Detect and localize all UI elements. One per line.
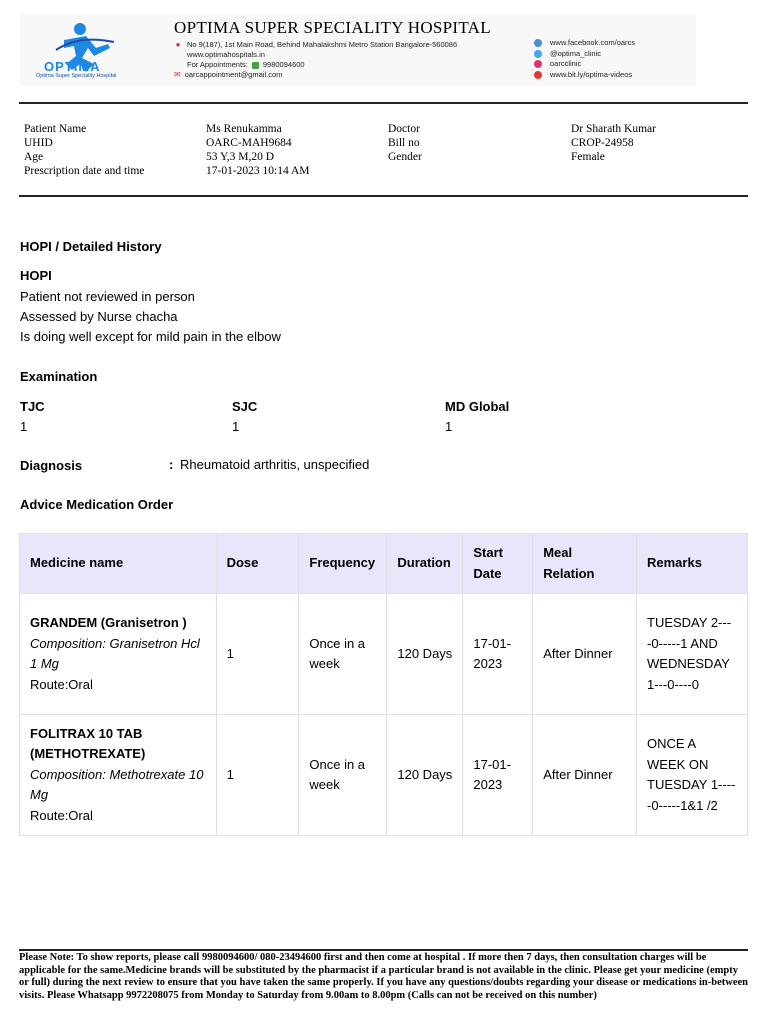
doctor-name: Dr Sharath Kumar xyxy=(571,123,656,135)
col-header-duration: Duration xyxy=(387,534,463,594)
patient-labels-right xyxy=(388,122,422,164)
appointments-phone[interactable]: 9980094600 xyxy=(262,60,305,69)
bill-number: CROP-24958 xyxy=(571,137,634,149)
patient-age: 53 Y,3 M,20 D xyxy=(206,151,275,163)
medication-table xyxy=(19,533,748,836)
table-row xyxy=(20,715,748,836)
diagnosis-value: Rheumatoid arthritis, unspecified xyxy=(180,457,370,472)
duration-cell: 120 Days xyxy=(387,715,463,836)
footer-divider xyxy=(19,949,748,951)
hospital-website[interactable]: www.optimahospitals.in xyxy=(187,50,265,59)
patient-gender: Female xyxy=(571,151,605,163)
whatsapp-icon xyxy=(252,62,259,69)
hospital-contact xyxy=(174,40,457,80)
label-patient-name: Patient Name xyxy=(24,123,87,135)
prescription-date: 17-01-2023 10:14 AM xyxy=(206,165,310,177)
exam-value-sjc: 1 xyxy=(232,419,240,434)
hopi-subtitle: HOPI xyxy=(20,268,52,283)
label-uhid: UHID xyxy=(24,137,53,149)
table-row xyxy=(20,594,748,715)
start-date-cell: 17-01-2023 xyxy=(463,594,533,715)
exam-label-tjc: TJC xyxy=(20,399,45,414)
meal-relation-cell: After Dinner xyxy=(533,715,637,836)
logo-text: OPTIMA xyxy=(44,59,101,74)
medicine-cell xyxy=(20,594,217,715)
letterhead xyxy=(20,14,696,86)
label-age: Age xyxy=(24,151,44,163)
hospital-address: No 9(187), 1st Main Road, Behind Mahalakshmi Metro Station Bangalore-560086 xyxy=(187,40,458,49)
diagnosis-label: Diagnosis xyxy=(20,458,83,473)
history-line: Assessed by Nurse chacha xyxy=(20,309,178,324)
patient-values-left xyxy=(206,122,310,178)
hospital-email[interactable]: oarcappointment@gmail.com xyxy=(184,70,283,79)
exam-label-md-global: MD Global xyxy=(445,399,510,414)
location-pin-icon: ● xyxy=(175,40,181,49)
mail-icon: ✉ xyxy=(174,70,181,79)
meal-relation-cell: After Dinner xyxy=(533,594,637,715)
twitter-icon xyxy=(534,50,542,58)
patient-uhid: OARC-MAH9684 xyxy=(206,137,292,149)
col-header-start-date: Start Date xyxy=(463,534,533,594)
hospital-name: OPTIMA SUPER SPECIALITY HOSPITAL xyxy=(174,18,491,37)
history-title: HOPI / Detailed History xyxy=(20,239,162,254)
label-gender: Gender xyxy=(388,151,422,163)
youtube-icon xyxy=(534,71,542,79)
social-youtube[interactable]: www.bit.ly/optima-videos xyxy=(550,69,633,79)
dose-cell: 1 xyxy=(216,715,299,836)
social-facebook[interactable]: www.facebook.com/oarcs xyxy=(550,38,636,47)
frequency-cell: Once in a week xyxy=(299,715,387,836)
patient-labels-left xyxy=(24,122,144,178)
medicine-name: GRANDEM (Granisetron ) xyxy=(30,615,187,630)
medicine-composition: Composition: Methotrexate 10 Mg xyxy=(30,766,204,803)
social-twitter[interactable]: @optima_clinic xyxy=(550,48,601,58)
col-header-medicine: Medicine name xyxy=(20,534,217,594)
medicine-route: Route:Oral xyxy=(30,676,93,692)
social-links xyxy=(534,38,635,80)
medicine-route: Route:Oral xyxy=(30,807,93,823)
col-header-dose: Dose xyxy=(216,534,299,594)
history-line: Is doing well except for mild pain in the elbow xyxy=(20,329,281,344)
col-header-frequency: Frequency xyxy=(299,534,387,594)
facebook-icon xyxy=(534,39,542,47)
instagram-icon xyxy=(534,60,542,68)
patient-divider xyxy=(19,195,748,197)
col-header-meal-relation: Meal Relation xyxy=(533,534,637,594)
remarks-cell: ONCE A WEEK ON TUESDAY 1-----0-----1&1 /2 xyxy=(637,715,748,836)
exam-value-tjc: 1 xyxy=(20,419,28,434)
footer-note: Please Note: To show reports, please call 9980094600/ 080-23494600 first and then come at hospital . If more then 7 days, then consultation charges will be applicable for the same.Medicine brands will be substituted by the pharmacist if a particular brand is not available in the clinic. Please get your medicine (empty or full) during the next review to ensure that you have taken the same properly. If you have any questions/doubts regarding your disease or medications in-between visits. Please Whatsapp 9972208075 from Monday to Saturday from 9.00am to 8.00pm (Calls can not be received on this number) xyxy=(19,952,749,1001)
diagnosis-colon: : xyxy=(169,457,174,472)
social-instagram[interactable]: oarcclinic xyxy=(550,59,582,68)
frequency-cell: Once in a week xyxy=(299,594,387,715)
patient-name: Ms Renukamma xyxy=(206,123,282,135)
label-doctor: Doctor xyxy=(388,123,420,135)
remarks-cell: TUESDAY 2----0-----1 AND WEDNESDAY 1---0----0 xyxy=(637,594,748,715)
medicine-composition: Composition: Granisetron Hcl 1 Mg xyxy=(30,635,200,671)
appointments-label: For Appointments: xyxy=(187,60,248,69)
col-header-remarks: Remarks xyxy=(637,534,748,594)
patient-values-right xyxy=(571,122,656,164)
examination-title: Examination xyxy=(20,369,98,384)
start-date-cell: 17-01-2023 xyxy=(463,715,533,836)
history-line: Patient not reviewed in person xyxy=(20,289,195,304)
medication-title: Advice Medication Order xyxy=(20,497,174,512)
dose-cell: 1 xyxy=(216,594,299,715)
exam-label-sjc: SJC xyxy=(232,399,258,414)
label-prescription-date: Prescription date and time xyxy=(24,165,145,177)
exam-value-md-global: 1 xyxy=(445,419,453,434)
header-divider xyxy=(19,102,748,104)
label-bill-no: Bill no xyxy=(388,137,420,149)
logo-tagline: Optima Super Speciality Hospital xyxy=(36,73,117,79)
table-header-row xyxy=(20,534,748,594)
medicine-name: FOLITRAX 10 TAB (METHOTREXATE) xyxy=(30,725,146,762)
duration-cell: 120 Days xyxy=(387,594,463,715)
medicine-cell xyxy=(20,715,217,836)
